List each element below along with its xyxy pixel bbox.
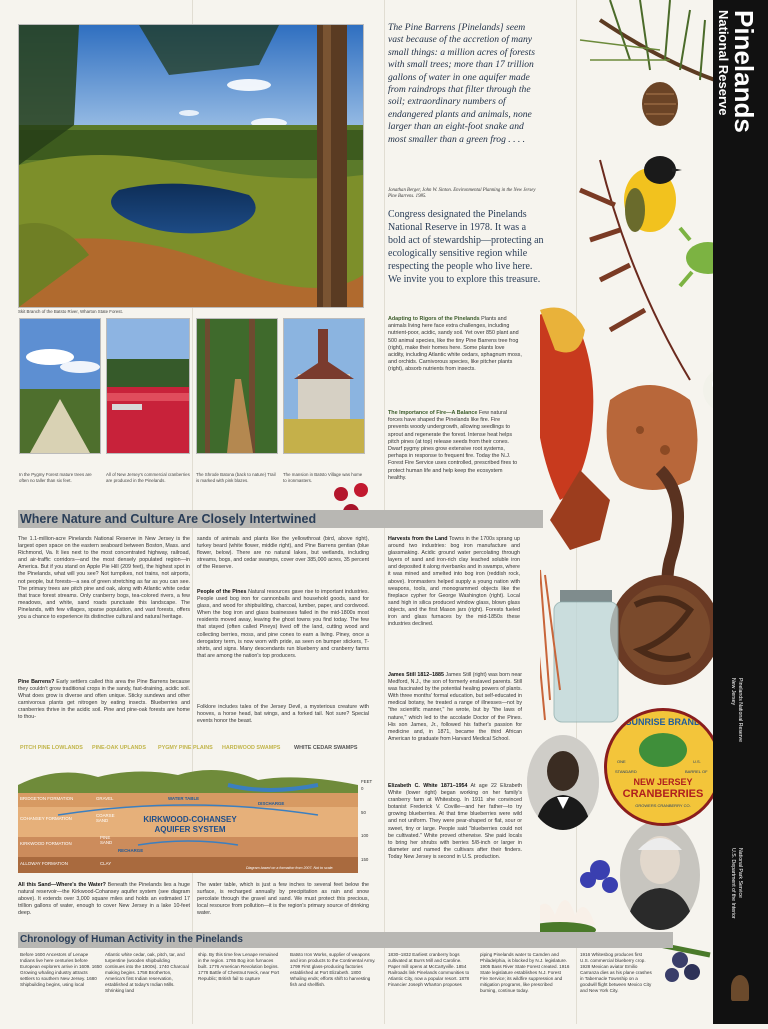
- people-block: [197, 589, 369, 660]
- james-still-block: [388, 672, 522, 743]
- depth-title: FEET: [361, 779, 373, 784]
- diagram-label: WHITE CEDAR SWAMPS: [294, 745, 358, 751]
- bog-iron-rock-icon: [607, 385, 698, 490]
- material-label: CLAY: [100, 861, 112, 866]
- cranberry-crate-label: [604, 708, 722, 826]
- photo-batona-trail: [196, 318, 278, 454]
- photo-batsto-mansion: [283, 318, 365, 454]
- crate-line2: U.S.: [693, 759, 701, 764]
- diagram-label: PITCH PINE LOWLANDS: [20, 745, 83, 751]
- main-photo-river: [18, 24, 364, 308]
- pine-barrens-block: [18, 679, 190, 722]
- crate-big2: CRANBERRIES: [622, 788, 704, 800]
- material-label: GRAVEL: [96, 796, 114, 801]
- pine-barrens-text: Early settlers called this area the Pine Barrens because they couldn't grow traditional crops in the sandy, fast-draining, acidic soil. What does grow is diverse and often unique. Sticky sundews and other carnivorous plants get nitrogen by eating insects. Blueberries and cranberries thrive in the acidic soil. Pine and pine-oak forests are home to thou-: [18, 679, 190, 721]
- portrait-elizabeth-white: [620, 820, 700, 930]
- diagram-credit: Diagram based on a formation from 2007. Not to scale.: [246, 866, 334, 870]
- adapting-text: Plants and animals living here face extra challenges, including nutrient-poor, acidic, sandy soil. Yet over 850 plant and 500 animal species, like the tiny Pine Barrens tree frog (right), make their homes here. Some plants love acidity, including Atlantic white cedars, sphagnum moss, and orchids. Carnivorous species, like pitcher plants (right), absorb nutrients from insects.: [388, 316, 522, 373]
- depth-label: 150: [361, 857, 369, 862]
- depth-label: 0: [361, 786, 364, 791]
- crate-line3: STANDARD: [615, 769, 637, 774]
- people-text: Natural resources gave rise to important industries. People used bog iron for cannonballs and household goods, sand for glass, and wood for shipbuilding, charcoal, lumber, paper, and cordwood. When the bog iron and glass businesses failed in the mid-1800s most residents moved away, leaving the ghost towns you find today. The few that stayed (often called Pineys) lived off the land, cutting wood and collecting berries, moss, and pine cones to earn a living. Piney, once a derogatory term, is now worn with pride, as seen on bumper stickers, T-shirts, and signs. Many descendants run blueberry and cranberry farms that are among the nation's top producers.: [197, 589, 369, 659]
- layer-label: ALLOWAY FORMATION: [20, 861, 68, 866]
- fireplace-cypher-icon: [610, 470, 715, 685]
- gentian-flower-icon: [580, 860, 618, 893]
- chronology-entry: Before 1600 Ancestors of Lenape Indians live here centuries before European explorers arrive in 1609. 1650 Growing whaling industry attracts settlers to southern New Jersey. 1680 Shipbuilding begins, using local: [20, 952, 102, 987]
- portrait-james-still: [527, 735, 599, 830]
- james-still-heading: James Still 1812–1885: [388, 672, 444, 678]
- depth-label: 100: [361, 833, 369, 838]
- adapting-heading: Adapting to Rigors of the Pinelands: [388, 316, 480, 322]
- photo-caption: The Shrode Batona (back to nature) Trail is marked with pink blazes.: [196, 472, 276, 483]
- depth-label: 50: [361, 810, 366, 815]
- people-heading: People of the Pines: [197, 589, 247, 595]
- pitcher-plant-icon: [540, 308, 593, 501]
- pine-branch-icon: [580, 0, 715, 126]
- tree-frog-icon: [680, 228, 715, 286]
- chronology-title: Chronology of Human Activity in the Pinelands: [20, 934, 243, 945]
- water-text-b: The water table, which is just a few inches to several feet below the surface, is recharged annually by precipitation as rain and snow percolate through the gravel and sand. We must protect this precious, local resource from pollution—it is the region's primary source of drinking water.: [197, 882, 369, 917]
- chronology-entry: Batsto Iron Works, supplier of weapons and iron products to the Continental Army. 1799 First glass-producing factories established at Port Elizabeth. 1800 Whaling ends; efforts shift to harvesting fish and shellfish.: [290, 952, 376, 987]
- quote: The Pine Barrens [Pinelands] seem vast because of the accretion of many small things: a million acres of forests with small trees; more than 17 trillion gallons of water in one aquifer made from raindrops that filter through the soil; extraordinary numbers of endangered plants and animals, none larger than an eight-foot snake and most smaller than a green frog . . . .: [388, 22, 535, 145]
- section-title: Where Nature and Culture Are Closely Intertwined: [20, 512, 317, 526]
- main-photo-caption: Skit Branch of the Batsto River, Wharton State Forest.: [18, 309, 123, 314]
- arrowhead-icon: [731, 975, 749, 1001]
- chronology-entry: piping Pinelands water to Camden and Philadelphia, is blocked by N.J. legislature. 1905 Bass River State Forest created. 1916 State legislature establishes N.J. Forest Fire Service; its wildfire suppression and mitigation programs, like prescribed burning, continue today.: [480, 952, 570, 993]
- water-heading: All this Sand—Where's the Water?: [18, 882, 106, 888]
- chronology-entry: ship. By this time few Lenape remained in the region. 1765 Bog iron furnaces built. 1776 American Revolution begins. 1778 Battle of Chestnut Neck, near Port Republic; British fail to capture: [198, 952, 280, 981]
- diagram-label: HARDWOOD SWAMPS: [222, 745, 281, 751]
- crate-line1: ONE: [617, 759, 626, 764]
- fire-block: [388, 410, 522, 482]
- elizabeth-white-text: At age 22 Elizabeth White (lower right) began working on her family's cranberry farm at Whitesbog. In 1911 she convinced botanist Frederick V. Coville—and her father—to try growing blueberries. At that time blueberries were wild and not uniform. They were pear-shaped or flat, sour or sweet, tiny or large. People said "blueberries could not be cultivated." White proved otherwise. She paid locals to bring her shrubs with berries 5/8-inch or larger in diameter and named the cultivars after their finders. Today New Jersey is second in U.S. production.: [388, 783, 522, 860]
- crate-big1: NEW JERSEY: [633, 777, 693, 787]
- water-table-label: WATER TABLE: [168, 796, 200, 801]
- water-block: [18, 882, 190, 917]
- material-label: COARSE SAND: [96, 813, 115, 823]
- crate-line4: BARREL OF: [685, 769, 708, 774]
- crate-small: GROWERS CRANBERRY CO.: [635, 803, 691, 808]
- mason-jar-icon: [554, 590, 618, 722]
- aquifer-diagram: [18, 745, 383, 875]
- crate-sunrise-icon: [639, 733, 687, 767]
- wetlands-text: sands of animals and plants like the yellowthroat (bird, above right), turkey beard (white flower, middle right), and Pine Barrens gentian (blue flower, below). There are no natural lakes, but wetlands, including streams, bogs, and cedar swamps, cover over 385,000 acres, 35 percent of the Reserve.: [197, 536, 369, 571]
- side-label: Pinelands National Reserve New Jersey: [730, 678, 743, 743]
- water-text-a: Beneath the Pinelands lies a huge natural reservoir—the Kirkwood-Cohansey aquifer system (see diagram above). It extends over 3,000 square miles and holds an estimated 17 trillion gallons of water, enough to cover New Jersey in a lake 10-feet deep.: [18, 882, 190, 917]
- fire-text: Few natural forces have shaped the Pinelands like fire. Fire prevents woody undergrowth, allowing seedlings to sprout and regenerate the forest. Intense heat helps pitch pines (at top) release seeds from their cones. Dwarf pygmy pines grow extensive root systems, perhaps in response to frequent fire. Today the N.J. Forest Fire Service uses controlled, prescribed fires to protect human life and help keep the ecosystem healthy.: [388, 410, 518, 481]
- recharge-label: RECHARGE: [118, 848, 144, 853]
- photo-pygmy-forest: [19, 318, 101, 454]
- discharge-label: DISCHARGE: [258, 801, 285, 806]
- pine-barrens-heading: Pine Barrens?: [18, 679, 55, 685]
- folklore-text: Folklore includes tales of the Jersey Devil, a mysterious creature with hooves, a horse head, bat wings, and a forked tail. Not sure? Special events honor the beast.: [197, 704, 369, 725]
- intro-text: Congress designated the Pinelands National Reserve in 1978. It was a bold act of stewardship—protecting an ecologically sensitive region while respecting the people who live here. We invite you to explore this treasure.: [388, 209, 544, 285]
- diagram-label: PYGMY PINE PLAINS: [158, 745, 213, 751]
- layer-label: COHANSEY FORMATION: [20, 816, 72, 821]
- blueberries-icon: [660, 945, 710, 982]
- material-label: PINE SAND: [100, 835, 113, 845]
- chronology-entry: 1830–1832 Earliest cranberry bogs cultivated at Burrs Mill and Caroline. Paper mill opens at McCartyville. 1854 Railroads link Pinelands communities to Atlantic City, now a popular resort. 1878 Financier Joseph Wharton proposes: [388, 952, 470, 987]
- crate-brand: SUNRISE BRAND: [625, 717, 701, 727]
- photo-caption: In the Pygmy Forest mature trees are often no taller than six feet.: [19, 472, 92, 483]
- elizabeth-white-block: [388, 783, 522, 861]
- harvests-heading: Harvests from the Land: [388, 536, 448, 542]
- photo-caption: All of New Jersey's commercial cranberries are produced in the Pinelands.: [106, 472, 190, 483]
- layer-label: KIRKWOOD FORMATION: [20, 841, 72, 846]
- fire-heading: The Importance of Fire—A Balance: [388, 410, 478, 416]
- yellowthroat-bird-icon: [624, 156, 682, 232]
- harvests-block: [388, 536, 520, 628]
- diagram-label: PINE-OAK UPLANDS: [92, 745, 146, 751]
- quote-credit: Jonathan Berger, John W. Sinton. Environmental Planning in the New Jersey Pine Barrens. 1985.: [388, 188, 536, 200]
- intro-column: The 1.1-million-acre Pinelands National Reserve in New Jersey is the largest open space on the eastern seaboard between Boston, Mass. and Richmond, Va. It lies next to the most concentrated highway, railroad, and air-traffic corridors—and the most densely populated region—in America. But if you stand on Apple Pie Hill (209 feet), the highest spot in the Pinelands, what will you see? Not turnpikes, not trains, not airports, not people, but forests—a sea of green stretching as far as you can see. The primary trees are pitch pine and oak, along with Atlantic white cedar that trace forest streams. Only cranberry bogs, tea-colored rivers, a few meadows, and white, sand roads punctuate this landscape. The Pinelands, with few villages, sparse population, and vast forests, offers you a chance to experience its distinctive cultural and natural heritage.: [18, 536, 190, 621]
- photo-caption: The mansion in Batsto Village was home to ironmasters.: [283, 472, 363, 483]
- photo-cranberry-bog: [106, 318, 190, 454]
- layer-label: BRIDGETON FORMATION: [20, 796, 74, 801]
- chronology-entry: 1916 Whitesbog produces first U.S. commercial blueberry crop. 1928 Mexican aviator Emilio Carranza dies as his plane crashes in Tabernacle Township on a goodwill flight between Mexico City and New York City.: [580, 952, 652, 993]
- james-still-text: James Still (right) was born near Medford, N.J., the son of formerly enslaved parents. Still was fascinated by the potential healing powers of plants. With three months' formal education, but self-educated in medical botany, he treated a range of illnesses—not by "the scientific manner," he wrote, but by "the laws of nature," which led to the accolade Doctor of the Pines. His son James, Jr., followed his father's passion for medicine and, in 1871, became the third African American to graduate from Harvard Medical School.: [388, 672, 522, 742]
- adapting-block: [388, 316, 522, 374]
- side-agency: National Park Service U.S. Department of the Interior: [730, 848, 743, 919]
- title-sidebar: [713, 0, 768, 1024]
- harvests-text: Towns in the 1700s sprang up around two industries: bog iron manufacture and glassmaking. Acidic ground water percolating through layers of sand and iron-rich clay leached soluble iron and deposited it along riverbanks and in swamps, where it was mined and smelted into bog iron (reddish rock, above). Ironmasters helped supply a young nation with weapons, tools, and monogrammed objects like the fireplace cypher for George Washington (right). Local sand high in silica produced window glass, blown glass objects, and the first Mason jars (right). Forests fueled iron and glass furnaces by the mid-1850s these industries declined.: [388, 536, 520, 628]
- brochure-title: Pinelands: [729, 10, 759, 133]
- chronology-entry: Atlantic white cedar, oak, pitch, tar, and turpentine (wooden shipbuilding continues into the 1900s). 1740 Charcoal making begins. 1758 Brotherton, America's first Indian reservation, established at today's Indian Mills. Shrinking land: [105, 952, 189, 993]
- brochure-subtitle: National Reserve: [716, 10, 731, 116]
- elizabeth-white-heading: Elizabeth C. White 1871–1954: [388, 783, 468, 789]
- aquifer-label: KIRKWOOD-COHANSEY AQUIFER SYSTEM: [143, 815, 237, 834]
